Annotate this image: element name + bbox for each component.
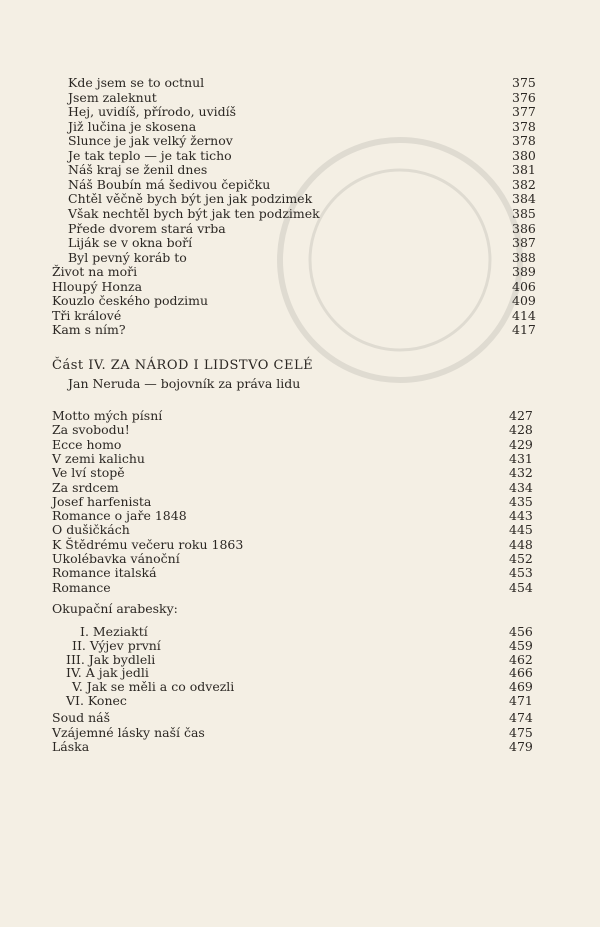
toc-entry-title: Josef harfenista [52,493,152,509]
toc-entry-page: 448 [509,536,533,552]
toc-entry-title: Láska [52,739,90,754]
toc-entry-title: Za srdcem [52,479,119,495]
toc-entry-page: 388 [512,249,536,265]
toc-entry-title: Romance [52,579,111,595]
toc-entry-title: V zemi kalichu [52,450,145,466]
toc-entry-title: Liják se v okna boří [68,235,193,251]
toc-entry-title: Ve lví stopě [52,465,125,481]
toc-entry-title: Hej, uvidíš, přírodo, uvidíš [68,104,237,120]
part-heading: Část IV. ZA NÁROD I LIDSTVO CELÉ [52,358,314,373]
toc-entry-page: 409 [512,293,536,309]
toc-entry-page: 382 [512,176,536,192]
toc-entry-title: Vzájemné lásky naší čas [52,724,205,740]
toc-entry-page: 479 [509,739,533,754]
toc-entry-title: Přede dvorem stará vrba [68,220,226,236]
toc-entry-page: 381 [512,162,536,178]
toc-entry-page: 475 [509,724,533,740]
toc-entry-title: Však nechtěl bych být jak ten podzimek [68,205,320,221]
toc-entry-page: 429 [509,436,533,452]
toc-entry [52,279,560,295]
toc-entry-title: Motto mých písní [52,408,163,423]
toc-entry-title: Jsem zaleknut [68,89,157,105]
toc-entry-page: 466 [509,665,533,681]
toc-entry [52,580,560,596]
toc-entry [52,293,560,309]
toc-entry-page: 389 [512,264,536,279]
toc-entry-title: Náš kraj se ženil dnes [68,162,208,178]
toc-entry-page: 376 [512,89,536,105]
toc-entry-title: II. Výjev první [72,637,161,653]
toc-entry-page: 445 [509,522,533,538]
toc-entry-title: I. Meziaktí [80,624,148,639]
toc-entry [52,308,560,324]
part-subheading: Jan Neruda — bojovník za práva lidu [68,376,301,391]
toc-entry-title: Hloupý Honza [52,278,143,294]
toc-entry-title: Soud náš [52,710,111,725]
toc-entry-page: 378 [512,133,536,149]
toc-entry-page: 453 [509,565,533,581]
toc-entry-page: 432 [509,465,533,481]
toc-entry-title: Je tak teplo — je tak ticho [68,147,232,163]
toc-entry-title: Ecce homo [52,436,122,452]
toc-entry-page: 431 [509,450,533,466]
toc-entry-page: 462 [509,651,533,667]
toc-entry [52,739,560,755]
toc-entry-title: III. Jak bydleli [66,651,156,667]
toc-entry-page: 434 [509,479,533,495]
toc-entry-page: 443 [509,508,533,524]
toc-entry-page: 375 [512,75,536,90]
toc-entry-title: Kde jsem se to octnul [68,75,205,90]
toc-entry-page: 414 [512,307,536,323]
toc-entry-page: 386 [512,220,536,236]
toc-entry-page: 378 [512,118,536,134]
toc-entry-title: Za svobodu! [52,422,130,438]
toc-entry-page: 387 [512,235,536,251]
toc-entry-page: 456 [509,624,533,639]
toc-entry-page: 428 [509,422,533,438]
toc-entry-title: Byl pevný koráb to [68,249,187,265]
toc-entry-page: 454 [509,579,533,595]
toc-entry [52,322,560,338]
toc-entry-page: 459 [509,637,533,653]
toc-entry-page: 435 [509,493,533,509]
toc-entry-page: 406 [512,278,536,294]
arabesky-label: Okupační arabesky: [52,601,178,616]
toc-entry-title: Ukolébavka vánoční [52,551,180,566]
toc-entry-title: Život na moři [52,264,138,279]
toc-entry-title: Náš Boubín má šedivou čepičku [68,176,271,192]
toc-entry [52,264,560,280]
toc-entry-title: Kam s ním? [52,322,126,338]
toc-entry-page: 471 [509,693,533,708]
toc-entry-page: 474 [509,710,533,725]
toc-entry-page: 469 [509,679,533,695]
toc-entry-title: Kouzlo českého podzimu [52,293,209,309]
toc-entry [66,693,560,709]
toc-entry-title: Tři králové [52,307,122,323]
toc-entry-title: IV. A jak jedli [66,665,149,681]
toc-entry-title: V. Jak se měli a co odvezli [72,679,235,695]
toc-entry-title: Chtěl věčně bych být jen jak podzimek [68,191,313,207]
toc-entry-title: Romance italská [52,565,157,581]
toc-entry-title: O dušičkách [52,522,130,538]
toc-entry-page: 377 [512,104,536,120]
toc-entry-page: 384 [512,191,536,207]
toc-entry-page: 427 [509,408,533,423]
toc-entry-title: VI. Konec [66,693,127,708]
toc-entry-page: 452 [509,551,533,566]
toc-entry-title: Romance o jaře 1848 [52,508,187,524]
toc-entry-page: 385 [512,205,536,221]
toc-entry-title: K Štědrému večeru roku 1863 [52,536,244,552]
toc-entry-page: 380 [512,147,536,163]
toc-entry-title: Již lučina je skosena [68,118,197,134]
toc-entry-page: 417 [512,322,536,338]
toc-entry-title: Slunce je jak velký žernov [68,133,233,149]
